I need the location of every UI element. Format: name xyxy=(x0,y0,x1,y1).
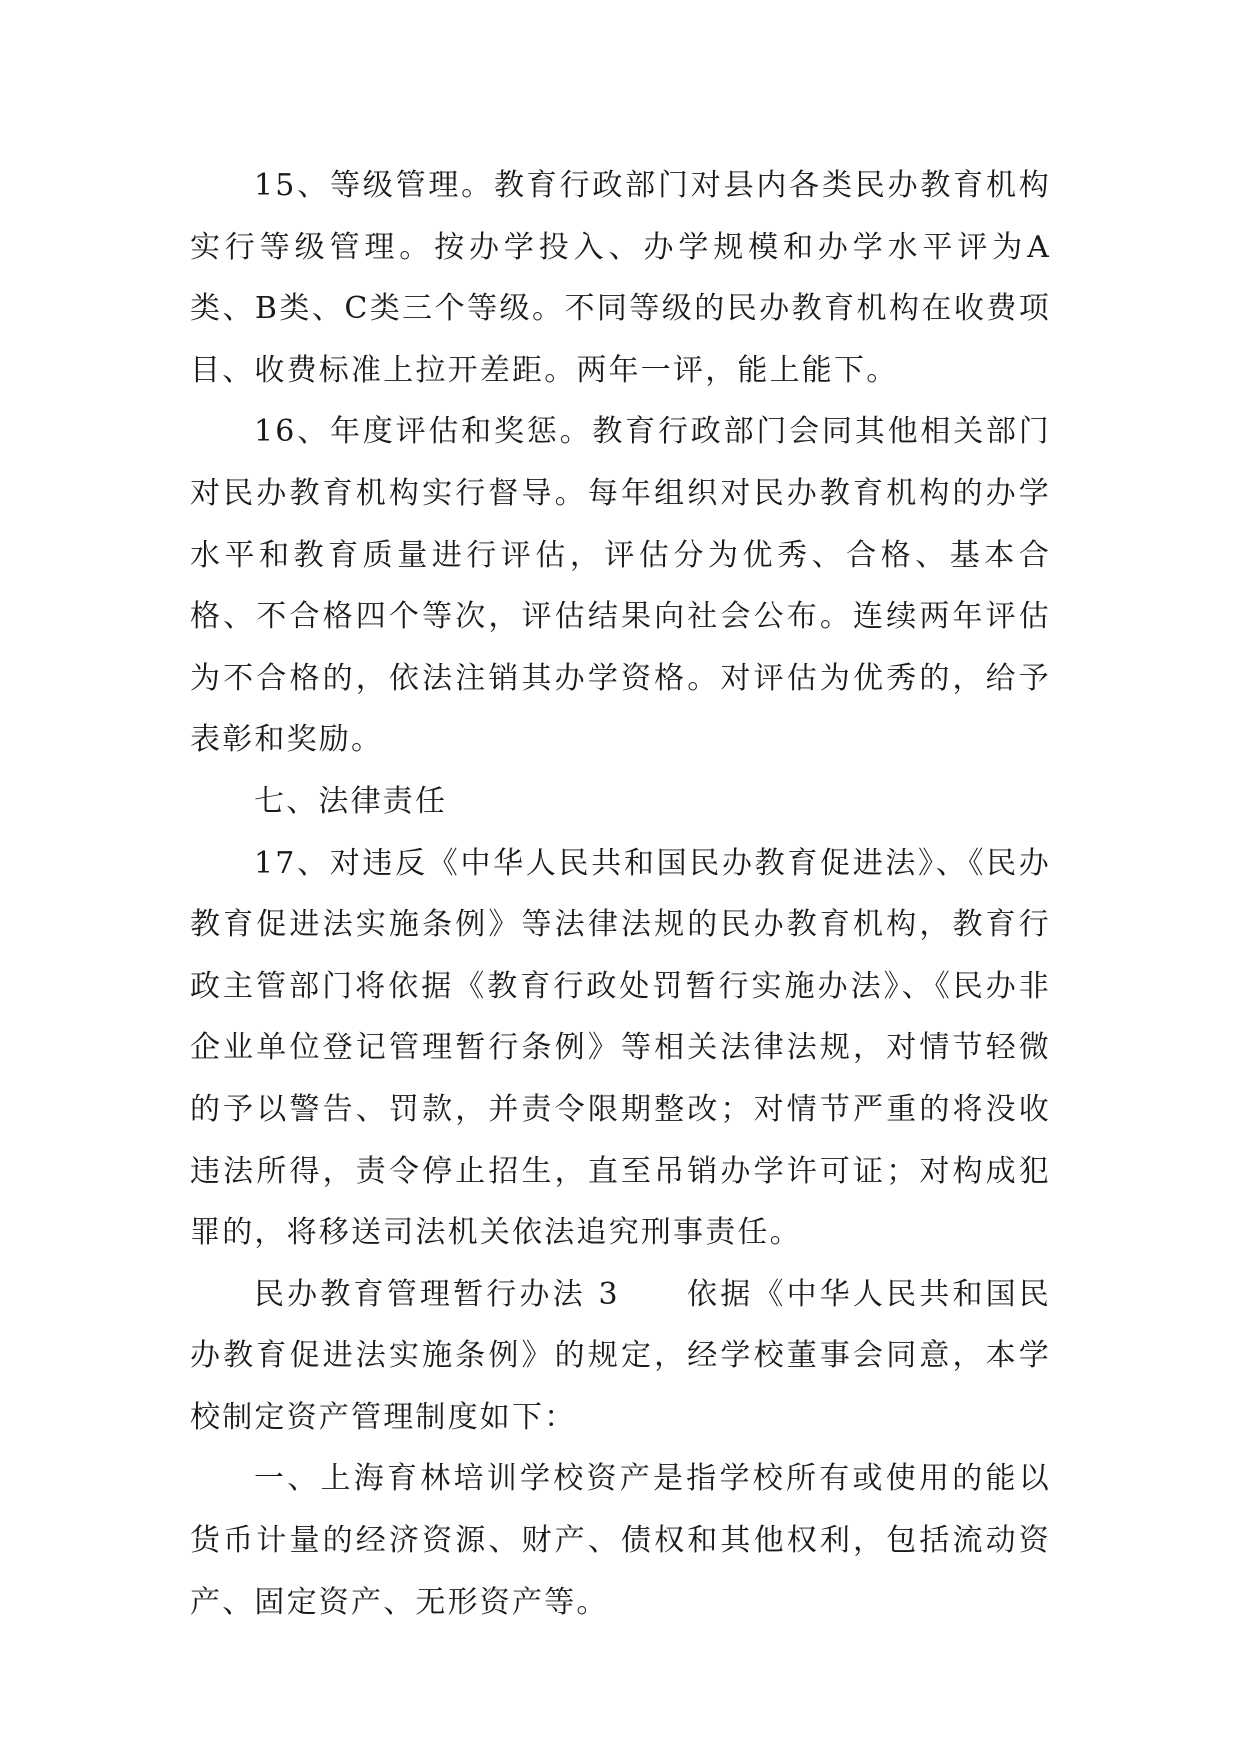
section-heading-legal-liability: 七、法律责任 xyxy=(254,783,448,819)
paragraph-16-annual-evaluation: 16、年度评估和奖惩。教育行政部门会同其他相关部门对民办教育机构实行督导。每年组织对民办教育机构的办学水平和教育质量进行评估，评估分为优秀、合格、基本合格、不合格四个等次，评估结果向社会公布。连续两年评估为不合格的，依法注销其办学资格。对评估为优秀的，给予表彰和奖励。 xyxy=(190,414,1051,758)
paragraph-asset-definition: 一、上海育林培训学校资产是指学校所有或使用的能以货币计量的经济资源、财产、债权和其他权利，包括流动资产、固定资产、无形资产等。 xyxy=(190,1461,1051,1620)
document-body xyxy=(190,155,1051,1633)
paragraph-regulation-3-intro: 民办教育管理暂行办法 3 依据《中华人民共和国民办教育促进法实施条例》的规定，经学校董事会同意，本学校制定资产管理制度如下： xyxy=(190,1276,1051,1435)
paragraph-17-legal-liability: 17、对违反《中华人民共和国民办教育促进法》、《民办教育促进法实施条例》等法律法规的民办教育机构，教育行政主管部门将依据《教育行政处罚暂行实施办法》、《民办非企业单位登记管理暂行条例》等相关法律法规，对情节轻微的予以警告、罚款，并责令限期整改；对情节严重的将没收违法所得，责令停止招生，直至吊销办学许可证；对构成犯罪的，将移送司法机关依法追究刑事责任。 xyxy=(190,845,1051,1251)
paragraph-15-grade-management: 15、等级管理。教育行政部门对县内各类民办教育机构实行等级管理。按办学投入、办学规模和办学水平评为A类、B类、C类三个等级。不同等级的民办教育机构在收费项目、收费标准上拉开差距。两年一评，能上能下。 xyxy=(190,168,1051,388)
